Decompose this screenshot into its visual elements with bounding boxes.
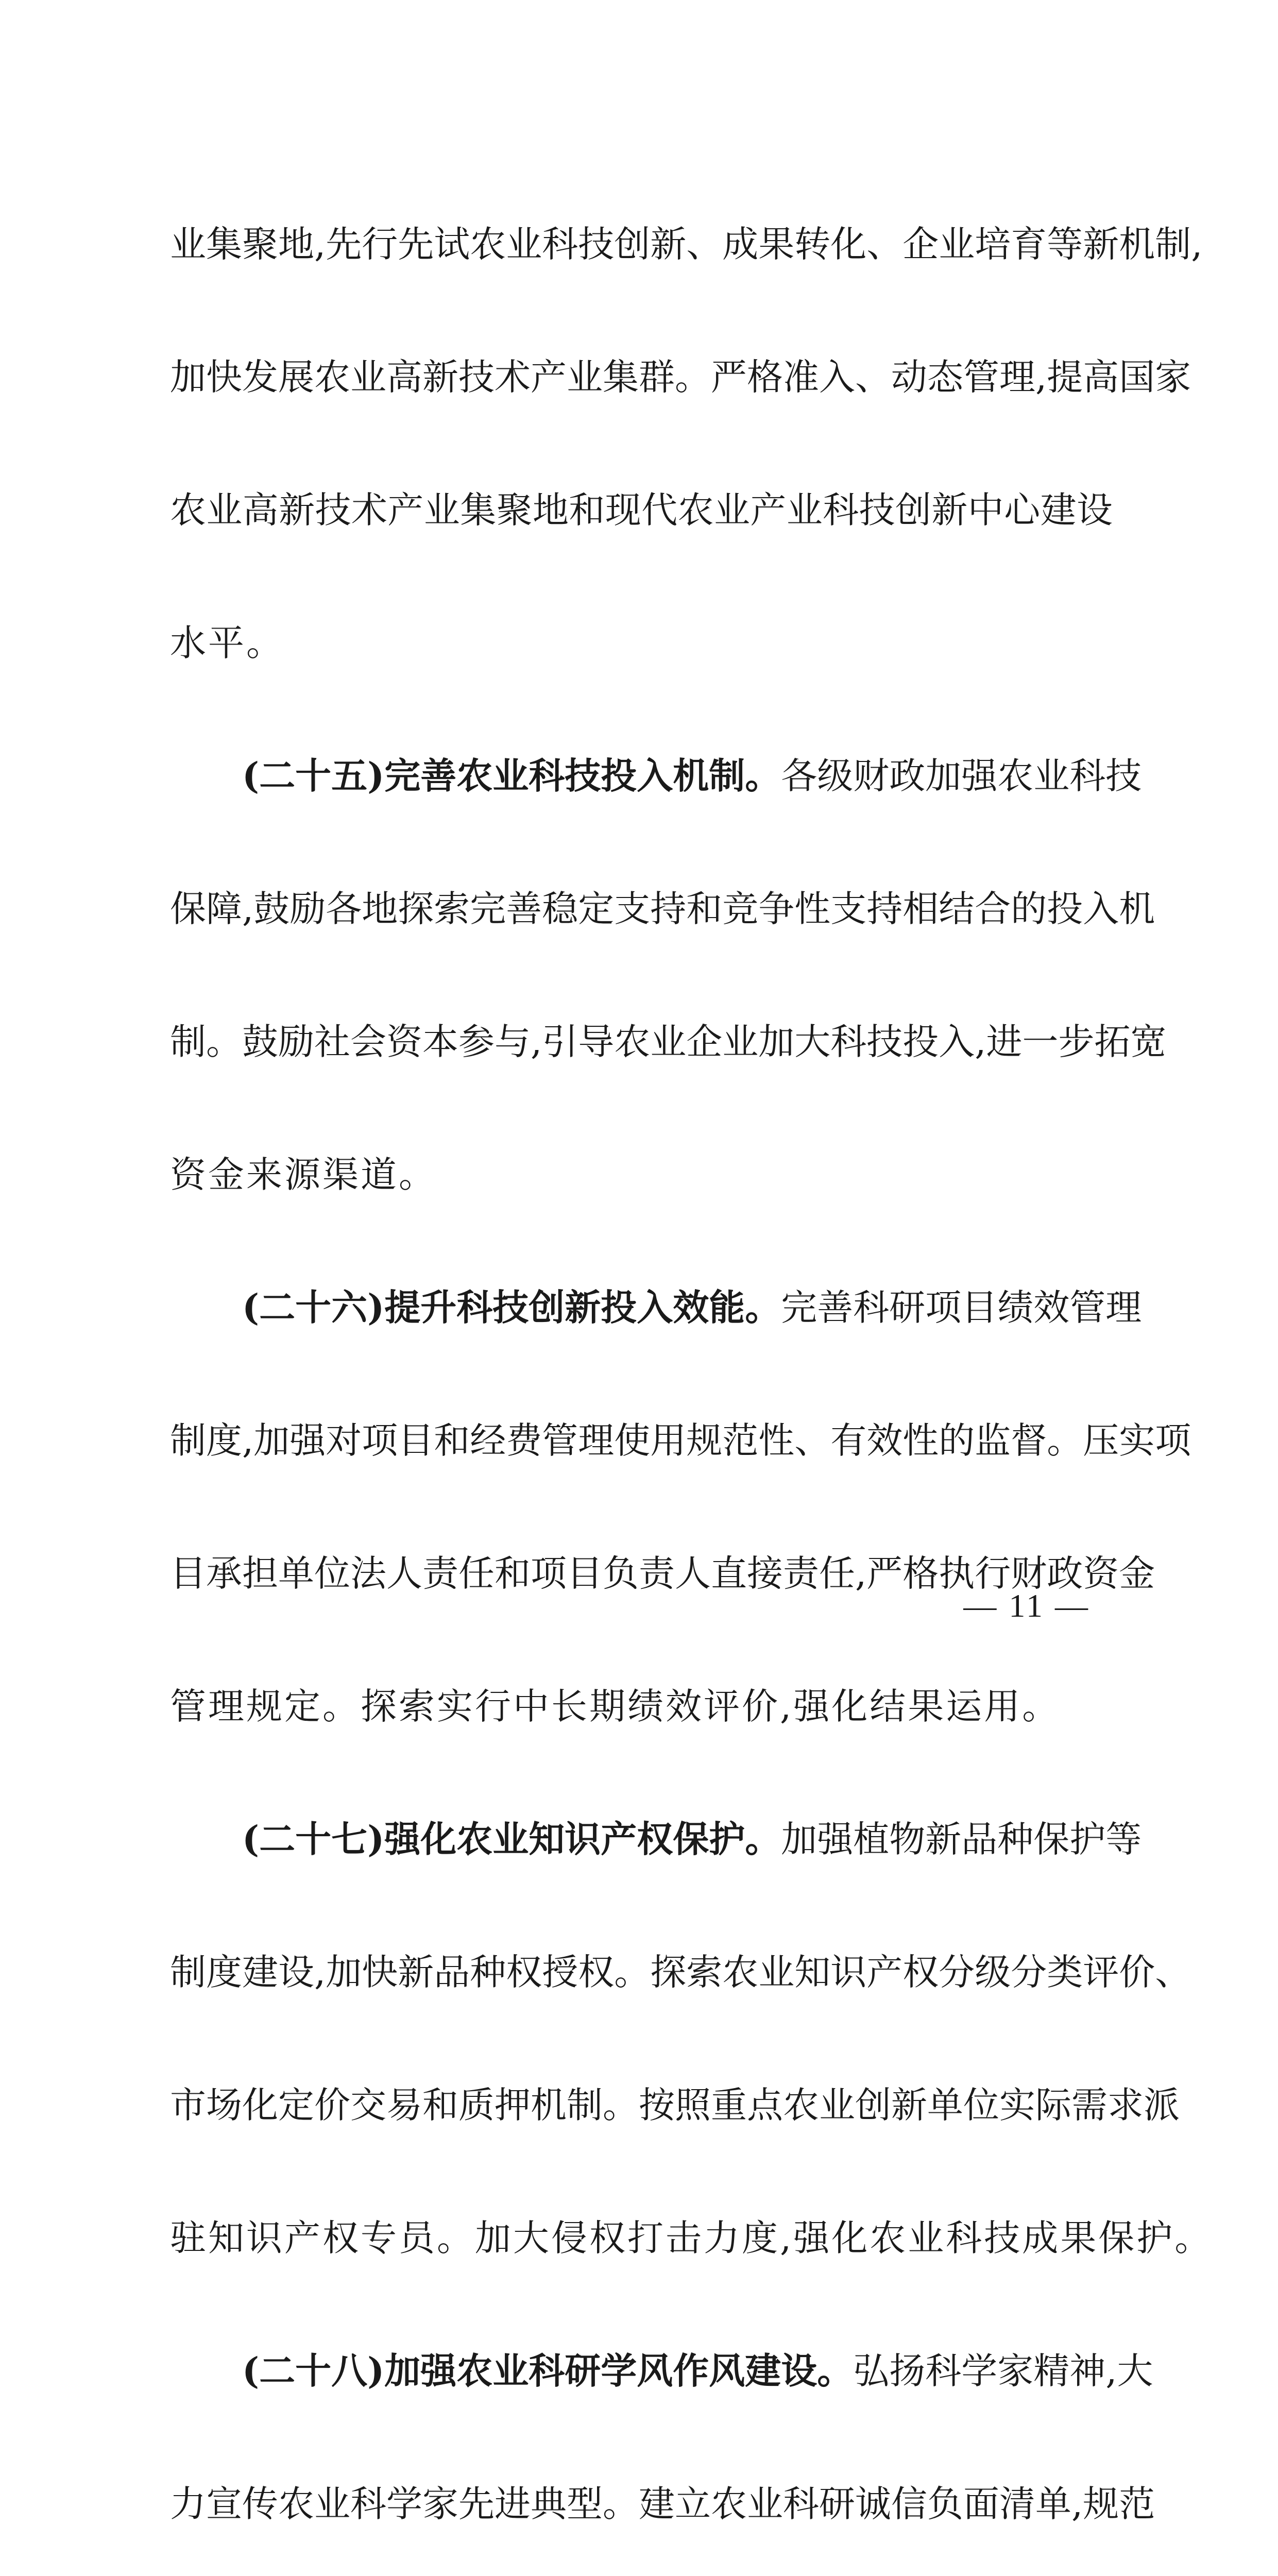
text-line: 驻知识产权专员。加大侵权打击力度,强化农业科技成果保护。 [170, 2217, 1213, 2259]
text-line: 加快发展农业高新技术产业集群。严格准入、动态管理,提高国家 [170, 356, 1191, 398]
paragraph-heading: (二十八)加强农业科研学风作风建设。 [242, 2349, 854, 2392]
document-body [170, 178, 1213, 2576]
text-line [170, 2570, 1113, 2576]
text-line: 业集聚地,先行先试农业科技创新、成果转化、企业培育等新机制, [170, 223, 1203, 265]
text-line: 水平。 [170, 622, 284, 664]
paragraph-heading: (二十六)提升科技创新投入效能。 [242, 1286, 781, 1329]
text-span: 各级财政加强农业科技 [781, 755, 1142, 797]
text-span: 加强植物新品种保护等 [781, 1818, 1142, 1860]
paragraph-first-line [170, 709, 1142, 842]
text-line: 管理规定。探索实行中长期绩效评价,强化结果运用。 [170, 1685, 1061, 1727]
text-span: 弘扬科学家精神,大 [853, 2350, 1153, 2392]
text-line: 制度,加强对项目和经费管理使用规范性、有效性的监督。压实项 [170, 1419, 1191, 1462]
text-span: 完善科研项目绩效管理 [781, 1286, 1142, 1329]
text-line: 力宣传农业科学家先进典型。建立农业科研诚信负面清单,规范 [170, 2483, 1155, 2525]
page-number: — 11 — [963, 1587, 1090, 1624]
paragraph-heading: (二十五)完善农业科技投入机制。 [242, 754, 781, 797]
paragraph-first-line [170, 1773, 1142, 1906]
text-line: 农业高新技术产业集聚地和现代农业产业科技创新中心建设 [170, 489, 1113, 531]
text-line: 保障,鼓励各地探索完善稳定支持和竞争性支持相结合的投入机 [170, 888, 1155, 930]
text-line: 资金来源渠道。 [170, 1154, 437, 1196]
paragraph-first-line [170, 2304, 1153, 2437]
paragraph-heading: (二十七)强化农业知识产权保护。 [242, 1818, 781, 1860]
text-line: 制。鼓励社会资本参与,引导农业企业加大科技投入,进一步拓宽 [170, 1021, 1167, 1063]
paragraph-first-line [170, 1241, 1142, 1374]
text-line: 目承担单位法人责任和项目负责人直接责任,严格执行财政资金 [170, 1552, 1155, 1595]
text-line: 制度建设,加快新品种权授权。探索农业知识产权分级分类评价、 [170, 1951, 1191, 1993]
text-line: 市场化定价交易和质押机制。按照重点农业创新单位实际需求派 [170, 2084, 1180, 2126]
